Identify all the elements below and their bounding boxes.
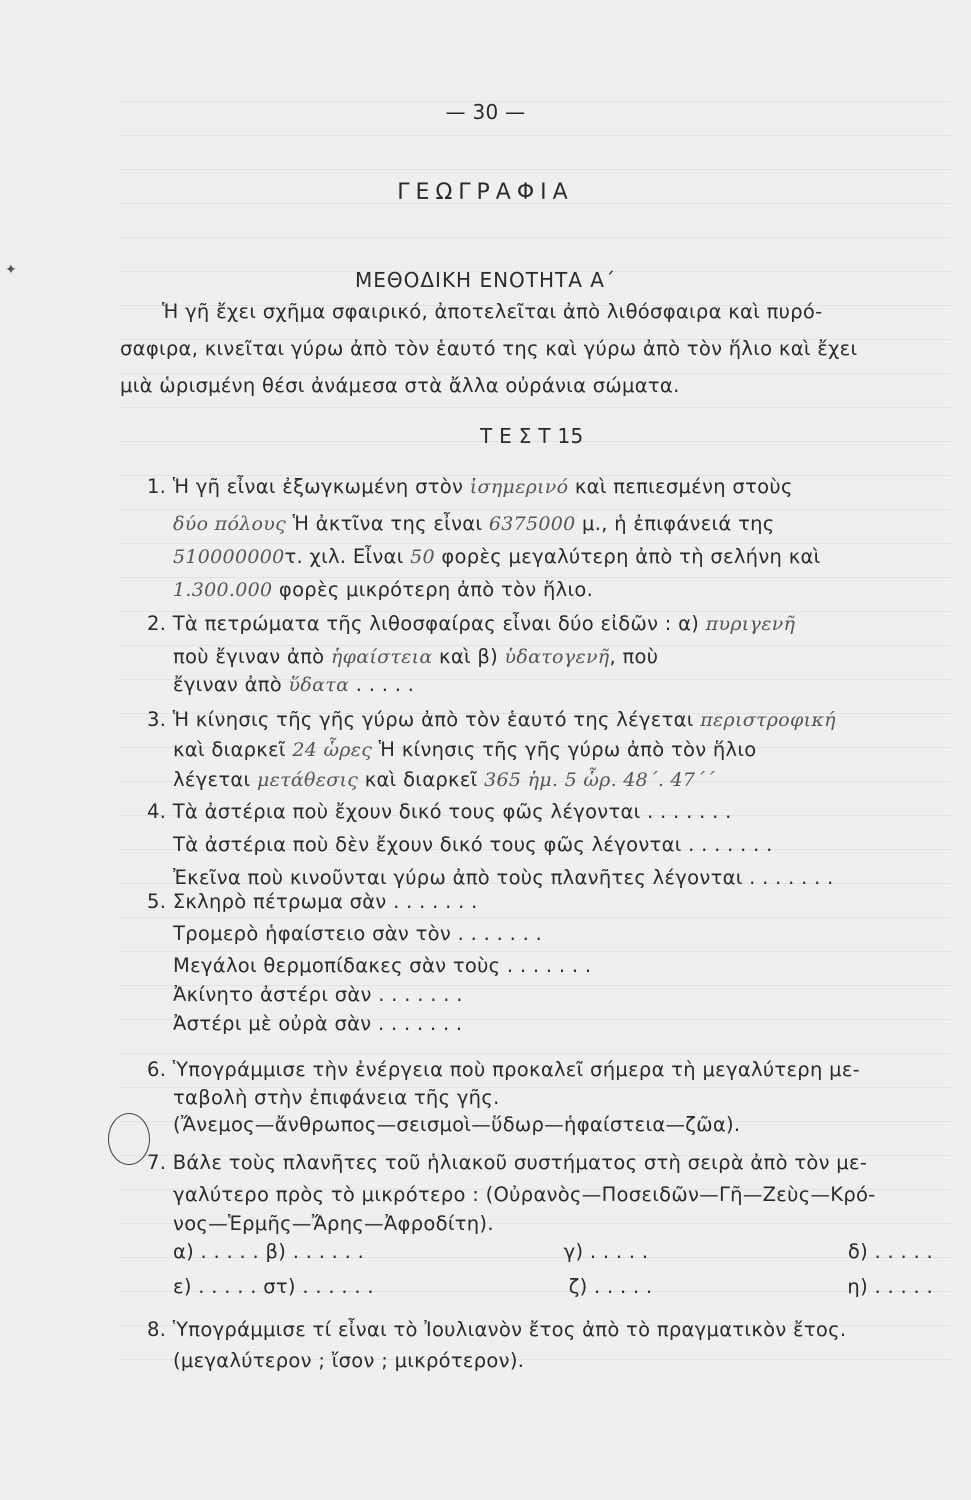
- q3-text-c: Ἡ κίνησις τῆς γῆς γύρω ἀπὸ τὸν ἥλιο: [378, 738, 757, 761]
- q2-answer-2: ἡφαίστεια: [330, 646, 433, 668]
- q5-line-5: [173, 1012, 462, 1035]
- q1-text-e: τ. χιλ. Εἶναι: [284, 545, 404, 568]
- q1-answer-1: ἰσημερινό: [469, 476, 569, 498]
- q1-line-4: [173, 578, 593, 601]
- q7-text-1: Βάλε τοὺς πλανῆτες τοῦ ἡλιακοῦ συστήματος στὴ σειρὰ ἀπὸ τὸν με-: [172, 1151, 868, 1174]
- q2-dots: . . . . .: [355, 673, 415, 696]
- q5-text-2: Τρομερὸ ἡφαίστειο σὰν τὸν: [173, 922, 452, 945]
- q2-text-c: καὶ β): [439, 645, 499, 668]
- q7-answer-row-1: [173, 1240, 933, 1263]
- q3-line-1: [147, 708, 836, 731]
- q5-dots-1: . . . . . . .: [393, 890, 478, 913]
- q7-row2-g: ζ) . . . . .: [568, 1275, 653, 1298]
- q2-answer-1: πυριγενῆ: [705, 613, 796, 635]
- q4-dots-3: . . . . . . .: [749, 866, 834, 889]
- section-heading: ΜΕΘΟΔΙΚΗ ΕΝΟΤΗΤΑ Α΄: [354, 268, 616, 292]
- q4-text-3: Ἐκεῖνα ποὺ κινοῦνται γύρω ἀπὸ τοὺς πλανῆτες λέγονται: [173, 866, 743, 889]
- q1-answer-4: 510000000: [173, 546, 285, 568]
- q3-line-2: [173, 738, 757, 761]
- q6-line-1: [147, 1058, 860, 1081]
- q7-answer-row-2: [173, 1275, 933, 1298]
- q4-dots-2: . . . . . . .: [688, 833, 773, 856]
- q7-line-2: γαλύτερο πρὸς τὸ μικρότερο : (Οὐρανὸς—Ποσειδῶν—Γῆ—Ζεὺς—Κρό-: [173, 1183, 876, 1206]
- q1-text-g: φορὲς μικρότερη ἀπὸ τὸν ἥλιο.: [278, 578, 594, 601]
- q6-text-1: Ὑπογράμμισε τὴν ἐνέργεια ποὺ προκαλεῖ σήμερα τὴ μεγαλύτερη με-: [172, 1058, 861, 1081]
- intro-line-2: σαφιρα, κινεῖται γύρω ἀπὸ τὸν ἑαυτό της καὶ γύρω ἀπὸ τὸν ἥλιο καὶ ἔχει: [120, 337, 858, 360]
- q8-number: 8.: [147, 1318, 167, 1341]
- q7-row2-ef: ε) . . . . . στ) . . . . . .: [173, 1275, 374, 1298]
- page-title: ΓΕΩΓΡΑΦΙΑ: [397, 180, 574, 205]
- q7-row1-ab: α) . . . . . β) . . . . . .: [173, 1240, 365, 1263]
- q4-text-2: Τὰ ἀστέρια ποὺ δὲν ἔχουν δικό τους φῶς λέγονται: [173, 833, 682, 856]
- q5-dots-2: . . . . . . .: [457, 922, 543, 945]
- q1-line-2: [173, 512, 775, 535]
- q4-text-1: Τὰ ἀστέρια ποὺ ἔχουν δικό τους φῶς λέγονται: [172, 800, 641, 823]
- q1-text-a: Ἡ γῆ εἶναι ἐξωγκωμένη στὸν: [172, 475, 464, 498]
- q4-dots-1: . . . . . . .: [647, 800, 732, 823]
- q1-text-d: μ., ἡ ἐπιφάνειά της: [582, 512, 775, 535]
- q1-line-3: [173, 545, 821, 568]
- q2-line-3: [173, 673, 414, 696]
- q3-text-a: Ἡ κίνησις τῆς γῆς γύρω ἀπὸ τὸν ἑαυτό της λέγεται: [172, 708, 694, 731]
- hand-drawn-circle: [108, 1113, 150, 1165]
- intro-line-3: μιὰ ὡρισμένη θέσι ἀνάμεσα στὰ ἄλλα οὐράνια σώματα.: [120, 374, 680, 397]
- q6-line-2: ταβολὴ στὴν ἐπιφάνεια τῆς γῆς.: [173, 1086, 500, 1109]
- q4-line-2: [173, 833, 773, 856]
- q3-text-d: λέγεται: [173, 768, 251, 791]
- q5-line-1: [147, 890, 478, 913]
- q5-line-4: [173, 983, 463, 1006]
- q3-text-e: καὶ διαρκεῖ: [364, 768, 478, 791]
- q2-line-1: [147, 612, 795, 635]
- q5-line-2: [173, 922, 542, 945]
- q1-answer-2: δύο πόλους: [173, 513, 287, 535]
- q8-line-2: (μεγαλύτερον ; ἴσον ; μικρότερον).: [173, 1349, 525, 1372]
- q2-line-2: [173, 645, 658, 668]
- q2-text-d: , ποὺ: [609, 645, 659, 668]
- q7-row1-c: γ) . . . . .: [563, 1240, 649, 1263]
- q8-line-1: [147, 1318, 846, 1341]
- q5-text-1: Σκληρὸ πέτρωμα σὰν: [172, 890, 387, 913]
- q3-text-b: καὶ διαρκεῖ: [173, 738, 286, 761]
- intro-line-1: Ἡ γῆ ἔχει σχῆμα σφαιρικό, ἀποτελεῖται ἀπὸ λιθόσφαιρα καὶ πυρό-: [162, 300, 823, 323]
- q5-text-4: Ἀκίνητο ἀστέρι σὰν: [173, 983, 372, 1006]
- q3-line-3: [173, 768, 715, 791]
- q1-text-f: φορὲς μεγαλύτερη ἀπὸ τὴ σελήνη καὶ: [441, 545, 821, 568]
- q5-text-5: Ἀστέρι μὲ οὐρὰ σὰν: [173, 1012, 372, 1035]
- margin-mark: ✦: [5, 262, 17, 278]
- q7-row1-d: δ) . . . . .: [847, 1240, 933, 1263]
- q3-answer-4: 365 ἡμ. 5 ὧρ. 48΄. 47΄΄: [484, 769, 715, 791]
- q1-text-c: Ἡ ἀκτῖνα της εἶναι: [292, 512, 483, 535]
- q1-number: 1.: [147, 475, 167, 498]
- q5-dots-3: . . . . . . .: [506, 954, 592, 977]
- q2-answer-4: ὕδατα: [288, 674, 350, 696]
- q4-number: 4.: [147, 800, 167, 823]
- q1-text-b: καὶ πεπιεσμένη στοὺς: [574, 475, 793, 498]
- q2-number: 2.: [147, 612, 167, 635]
- q7-line-3: νος—Ἑρμῆς—Ἄρης—Ἀφροδίτη).: [173, 1212, 494, 1235]
- q3-answer-1: περιστροφική: [700, 709, 836, 731]
- q2-text-a: Τὰ πετρώματα τῆς λιθοσφαίρας εἶναι δύο εἰδῶν : α): [172, 612, 700, 635]
- q1-answer-6: 1.300.000: [173, 579, 273, 601]
- q5-dots-5: . . . . . . .: [377, 1012, 463, 1035]
- q4-line-1: [147, 800, 732, 823]
- q2-text-e: ἔγιναν ἀπὸ: [173, 673, 283, 696]
- q2-answer-3: ὑδατογενῆ: [504, 646, 610, 668]
- q3-answer-2: 24 ὧρες: [292, 739, 373, 761]
- q5-text-3: Μεγάλοι θερμοπίδακες σὰν τοὺς: [173, 954, 501, 977]
- q5-dots-4: . . . . . . .: [378, 983, 463, 1006]
- q1-line-1: [147, 475, 793, 498]
- test-heading: Τ Ε Σ Τ 15: [480, 424, 584, 448]
- q6-number: 6.: [147, 1058, 167, 1081]
- q5-line-3: [173, 954, 591, 977]
- q7-row2-h: η) . . . . .: [847, 1275, 933, 1298]
- q2-text-b: ποὺ ἔγιναν ἀπὸ: [173, 645, 325, 668]
- q5-number: 5.: [147, 890, 167, 913]
- q6-line-3: (Ἄνεμος—ἄνθρωπος—σεισμοὶ—ὕδωρ—ἡφαίστεια—ζῶα).: [173, 1113, 741, 1136]
- q7-line-1: [147, 1151, 867, 1174]
- q8-text-1: Ὑπογράμμισε τί εἶναι τὸ Ἰουλιανὸν ἔτος ἀπὸ τὸ πραγματικὸν ἔτος.: [172, 1318, 847, 1341]
- q4-line-3: [173, 866, 834, 889]
- q1-answer-5: 50: [410, 546, 435, 568]
- q7-number: 7.: [147, 1151, 167, 1174]
- q3-answer-3: μετάθεσις: [256, 769, 359, 791]
- page-number: — 30 —: [445, 100, 526, 124]
- q3-number: 3.: [147, 708, 167, 731]
- q1-answer-3: 6375000: [488, 513, 576, 535]
